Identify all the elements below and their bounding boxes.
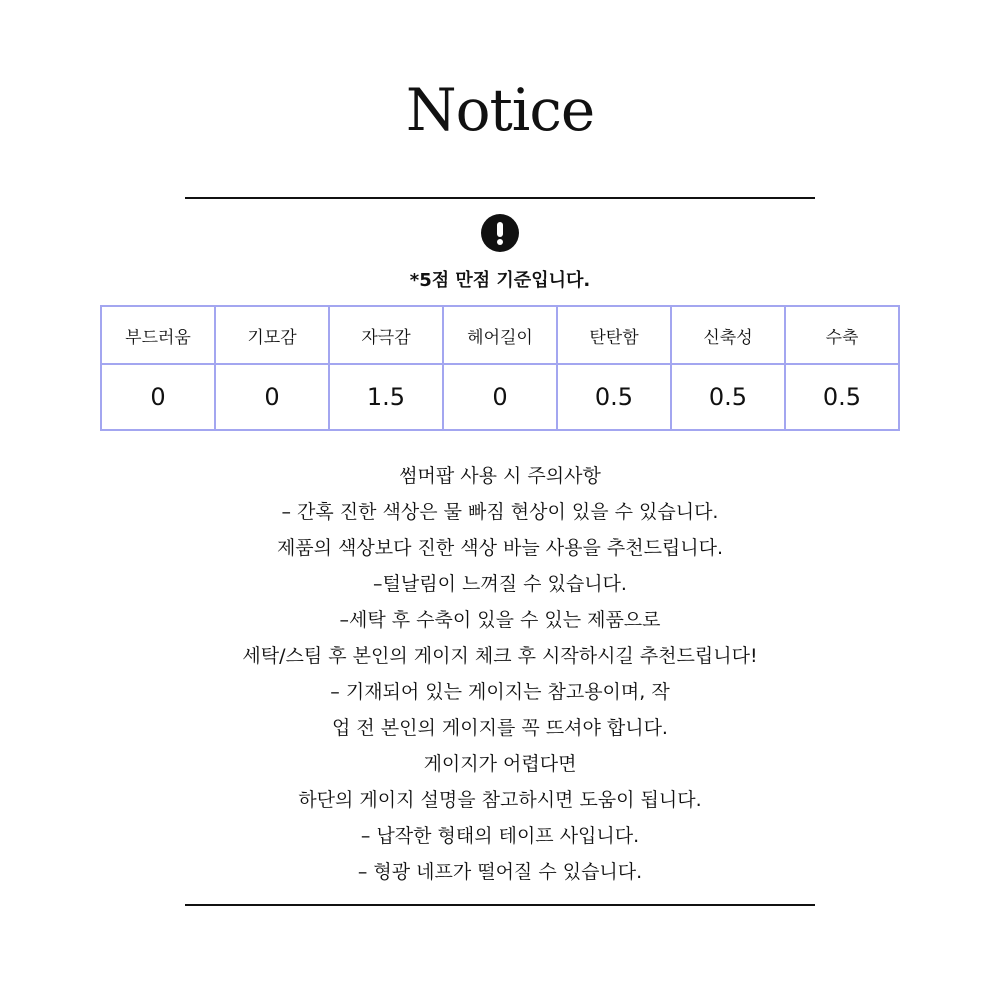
table-value-row (101, 364, 899, 430)
value-firmness: 0.5 (557, 364, 671, 430)
header-irritation: 자극감 (329, 306, 443, 364)
value-irritation: 1.5 (329, 364, 443, 430)
caution-line: – 형광 네프가 떨어질 수 있습니다. (357, 861, 643, 883)
caution-notes (0, 458, 1000, 890)
caution-line: – 기재되어 있는 게이지는 참고용이며, 작 (330, 681, 670, 703)
value-softness: 0 (101, 364, 215, 430)
rating-scale-note: *5점 만점 기준입니다. (409, 270, 591, 291)
notice-title: Notice (405, 76, 595, 144)
header-softness: 부드러움 (101, 306, 215, 364)
top-divider (185, 197, 815, 199)
header-hair-length: 헤어길이 (443, 306, 557, 364)
caution-line: – 간혹 진한 색상은 물 빠짐 현상이 있을 수 있습니다. (281, 501, 719, 523)
property-rating-table (100, 305, 900, 431)
header-brushed-feel: 기모감 (215, 306, 329, 364)
header-shrinkage: 수축 (785, 306, 899, 364)
header-elasticity: 신축성 (671, 306, 785, 364)
caution-line: 업 전 본인의 게이지를 꼭 뜨셔야 합니다. (332, 717, 668, 739)
caution-line: –세탁 후 수축이 있을 수 있는 제품으로 (339, 609, 661, 631)
caution-line: –털날림이 느껴질 수 있습니다. (373, 573, 627, 595)
value-brushed-feel: 0 (215, 364, 329, 430)
caution-line: – 납작한 형태의 테이프 사입니다. (360, 825, 640, 847)
value-shrinkage: 0.5 (785, 364, 899, 430)
caution-line: 게이지가 어렵다면 (423, 753, 577, 775)
caution-line: 제품의 색상보다 진한 색상 바늘 사용을 추천드립니다. (276, 537, 724, 559)
caution-heading: 썸머팝 사용 시 주의사항 (399, 465, 601, 487)
value-elasticity: 0.5 (671, 364, 785, 430)
caution-line: 하단의 게이지 설명을 참고하시면 도움이 됩니다. (298, 789, 702, 811)
table-header-row (101, 306, 899, 364)
header-firmness: 탄탄함 (557, 306, 671, 364)
bottom-divider (185, 904, 815, 906)
value-hair-length: 0 (443, 364, 557, 430)
exclamation-circle-icon (481, 214, 519, 252)
caution-line: 세탁/스팀 후 본인의 게이지 체크 후 시작하시길 추천드립니다! (242, 645, 758, 667)
